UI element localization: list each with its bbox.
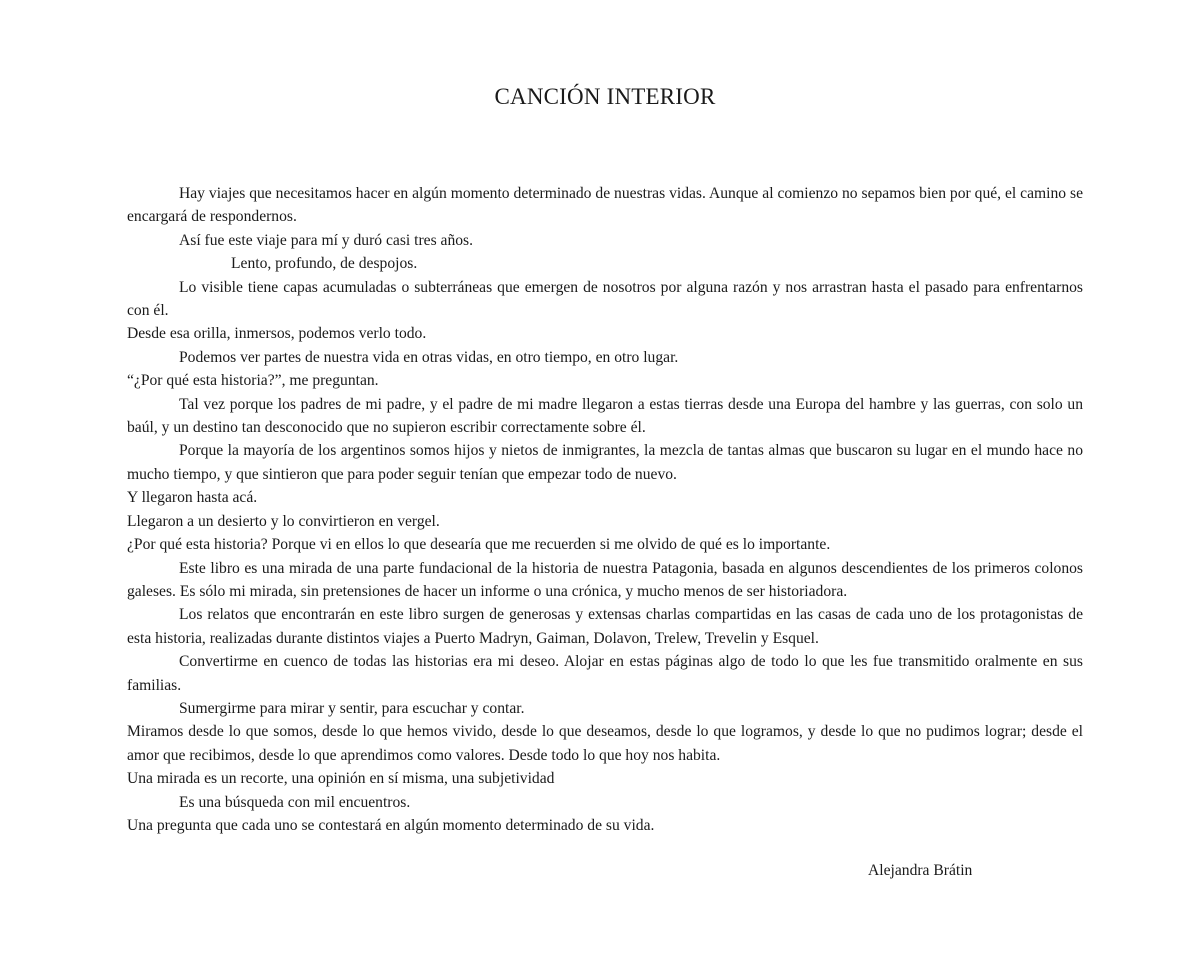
paragraph: Miramos desde lo que somos, desde lo que hemos vivido, desde lo que deseamos, desde lo que logramos, y desde lo que no pudimos lograr; desde el amor que recibimos, desde lo que aprendimos como valores. Desde todo lo que hoy nos habita. <box>127 723 1083 764</box>
paragraph: Es una búsqueda con mil encuentros. <box>179 793 411 811</box>
paragraph: Hay viajes que necesitamos hacer en algún momento determinado de nuestras vidas. Aunque al comienzo no sepamos bien por qué, el camino se encargará de respondernos. <box>127 185 1083 226</box>
paragraph: Porque la mayoría de los argentinos somos hijos y nietos de inmigrantes, la mezcla de tantas almas que buscaron su lugar en el mundo hace no mucho tiempo, y que sintieron que para poder seguir tenían que empezar todo de nuevo. <box>127 442 1083 483</box>
document-body <box>127 182 1083 837</box>
paragraph: Lo visible tiene capas acumuladas o subterráneas que emergen de nosotros por alguna razón y nos arrastran hasta el pasado para enfrentarnos con él. <box>127 278 1083 320</box>
paragraph: Una pregunta que cada uno se contestará en algún momento determinado de su vida. <box>127 816 655 834</box>
paragraph: Este libro es una mirada de una parte fundacional de la historia de nuestra Patagonia, basada en algunos descendientes de los primeros colonos galeses. Es sólo mi mirada, sin pretensiones de hacer un informe o una crónica, y mucho menos de ser historiadora. <box>127 559 1083 600</box>
paragraph: Tal vez porque los padres de mi padre, y el padre de mi madre llegaron a estas tierras desde una Europa del hambre y las guerras, con solo un baúl, y un destino tan desconocido que no supieron escribir correctamente sobre él. <box>127 395 1083 437</box>
paragraph: Llegaron a un desierto y lo convirtieron en vergel. <box>127 512 440 530</box>
paragraph: Y llegaron hasta acá. <box>127 489 258 507</box>
document-title: CANCIÓN INTERIOR <box>494 84 716 109</box>
paragraph: Así fue este viaje para mí y duró casi tres años. <box>179 231 474 249</box>
paragraph: Lento, profundo, de despojos. <box>231 255 418 273</box>
paragraph: “¿Por qué esta historia?”, me preguntan. <box>127 372 379 390</box>
paragraph: Convertirme en cuenco de todas las historias era mi deseo. Alojar en estas páginas algo de todo lo que les fue transmitido oralmente en sus familias. <box>127 653 1083 694</box>
paragraph: Sumergirme para mirar y sentir, para escuchar y contar. <box>179 699 525 717</box>
paragraph: ¿Por qué esta historia? Porque vi en ellos lo que desearía que me recuerden si me olvido de qué es lo importante. <box>127 536 831 554</box>
author-signature: Alejandra Brátin <box>868 862 973 879</box>
paragraph: Los relatos que encontrarán en este libro surgen de generosas y extensas charlas compartidas en las casas de cada uno de los protagonistas de esta historia, realizadas durante distintos viajes a Puerto Madryn, Gaiman, Dolavon, Trelew, Trevelin y Esquel. <box>127 606 1083 647</box>
paragraph: Podemos ver partes de nuestra vida en otras vidas, en otro tiempo, en otro lugar. <box>179 348 679 366</box>
paragraph: Una mirada es un recorte, una opinión en sí misma, una subjetividad <box>127 770 555 788</box>
paragraph: Desde esa orilla, inmersos, podemos verlo todo. <box>127 325 427 343</box>
